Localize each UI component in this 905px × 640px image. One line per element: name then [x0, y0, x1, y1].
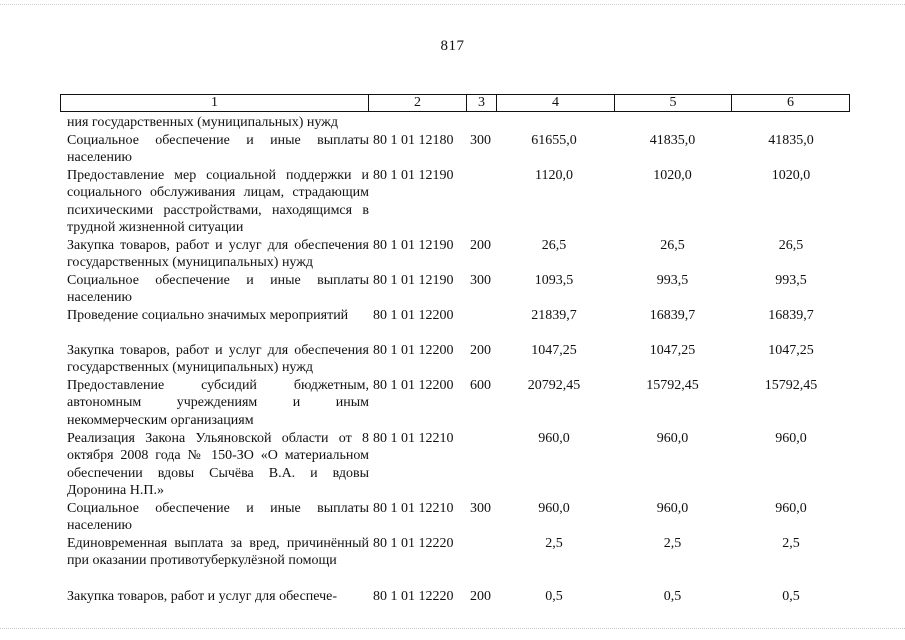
- row-value-5: 1020,0: [653, 167, 692, 183]
- row-value-5: 15792,45: [646, 377, 699, 393]
- column-header-4: 4: [497, 95, 615, 112]
- table-row: [0, 114, 905, 132]
- table-row: [0, 307, 905, 342]
- row-value-4: 61655,0: [531, 132, 577, 148]
- row-value-6: 2,5: [782, 535, 800, 551]
- row-value-5: 993,5: [656, 272, 689, 288]
- column-header-2: 2: [369, 95, 467, 112]
- row-name: Закупка товаров, работ и услуг для обеспечения государственных (муниципальных) нужд: [67, 237, 369, 270]
- row-name: Социальное обеспечение и иные выплаты населению: [67, 132, 369, 165]
- column-header-3: 3: [467, 95, 497, 112]
- row-code: 80 1 01 12200: [373, 307, 454, 323]
- row-value-5: 41835,0: [649, 132, 696, 148]
- row-name: Предоставление субсидий бюджетным, автономным учреждениям и иным некоммерческим организациям: [67, 377, 369, 428]
- row-name: Социальное обеспечение и иные выплаты населению: [67, 272, 369, 305]
- row-type: 200: [470, 588, 491, 604]
- row-code: 80 1 01 12220: [373, 588, 454, 604]
- budget-table-body: [0, 114, 905, 606]
- table-row: [0, 167, 905, 237]
- row-type: 200: [470, 237, 491, 253]
- column-header-5: 5: [615, 95, 732, 112]
- row-value-4: 26,5: [541, 237, 567, 253]
- row-value-6: 1020,0: [771, 167, 811, 183]
- row-name: Закупка товаров, работ и услуг для обеспече-: [67, 588, 338, 604]
- row-name: Единовременная выплата за вред, причинённый при оказании противотуберкулёзной помощи: [67, 535, 369, 568]
- page-number: 817: [440, 38, 465, 54]
- row-value-5: 2,5: [663, 535, 682, 551]
- row-value-6: 1047,25: [768, 342, 814, 358]
- column-header-1: 1: [61, 95, 369, 112]
- row-name: Проведение социально значимых мероприятий: [67, 307, 349, 323]
- row-value-5: 1047,25: [649, 342, 696, 358]
- row-value-5: 16839,7: [649, 307, 696, 323]
- table-row: [0, 588, 905, 606]
- table-row: [0, 377, 905, 430]
- row-value-4: 1047,25: [531, 342, 577, 358]
- row-name: Социальное обеспечение и иные выплаты населению: [67, 500, 369, 533]
- row-value-4: 20792,45: [527, 377, 581, 393]
- row-value-4: 960,0: [538, 500, 570, 516]
- table-row: [0, 430, 905, 500]
- row-code: 80 1 01 12190: [373, 237, 454, 253]
- row-value-6: 26,5: [778, 237, 804, 253]
- row-value-6: 16839,7: [768, 307, 814, 323]
- row-value-4: 2,5: [545, 535, 563, 551]
- row-code: 80 1 01 12180: [373, 132, 454, 148]
- table-row: [0, 272, 905, 307]
- row-value-6: 41835,0: [768, 132, 814, 148]
- table-row: [0, 500, 905, 535]
- column-header-6: 6: [732, 95, 850, 112]
- row-type: 300: [470, 500, 491, 516]
- scan-edge-bottom: [0, 628, 905, 629]
- row-code: 80 1 01 12190: [373, 272, 454, 288]
- row-value-4: 21839,7: [531, 307, 577, 323]
- row-value-5: 26,5: [660, 237, 685, 253]
- row-code: 80 1 01 12200: [373, 377, 454, 393]
- table-row: [0, 237, 905, 272]
- table-row: [0, 342, 905, 377]
- row-name: Реализация Закона Ульяновской области от 8 октября 2008 года № 150-ЗО «О материальном обеспечении вдовы Сычёва В.А. и вдовы Доронина Н.П.»: [67, 430, 369, 498]
- row-name: Предоставление мер социальной поддержки и социального обслуживания лицам, страдающим психическими расстройствами, находящимся в трудной жизненной ситуации: [67, 167, 369, 235]
- row-code: 80 1 01 12220: [373, 535, 454, 551]
- row-value-5: 960,0: [656, 500, 689, 516]
- row-code: 80 1 01 12210: [373, 500, 454, 516]
- row-type: 300: [470, 272, 491, 288]
- row-value-5: 960,0: [656, 430, 689, 446]
- row-value-4: 1120,0: [535, 167, 573, 183]
- row-value-6: 960,0: [775, 500, 807, 516]
- row-value-6: 0,5: [782, 588, 800, 604]
- row-value-6: 15792,45: [764, 377, 818, 393]
- row-type: 600: [470, 377, 491, 393]
- row-value-5: 0,5: [663, 588, 682, 604]
- row-value-6: 960,0: [775, 430, 807, 446]
- column-header-row: [60, 94, 850, 112]
- row-value-4: 0,5: [545, 588, 563, 604]
- row-value-4: 960,0: [538, 430, 570, 446]
- scan-edge-top: [0, 4, 905, 5]
- row-code: 80 1 01 12210: [373, 430, 454, 446]
- row-type: 200: [470, 342, 491, 358]
- row-value-6: 993,5: [775, 272, 807, 288]
- table-row: [0, 132, 905, 167]
- row-name: ния государственных (муниципальных) нужд: [67, 115, 338, 130]
- row-code: 80 1 01 12190: [373, 167, 454, 183]
- row-type: 300: [470, 132, 491, 148]
- row-name: Закупка товаров, работ и услуг для обеспечения государственных (муниципальных) нужд: [67, 342, 369, 375]
- row-value-4: 1093,5: [534, 272, 574, 288]
- table-row: [0, 535, 905, 588]
- row-code: 80 1 01 12200: [373, 342, 454, 358]
